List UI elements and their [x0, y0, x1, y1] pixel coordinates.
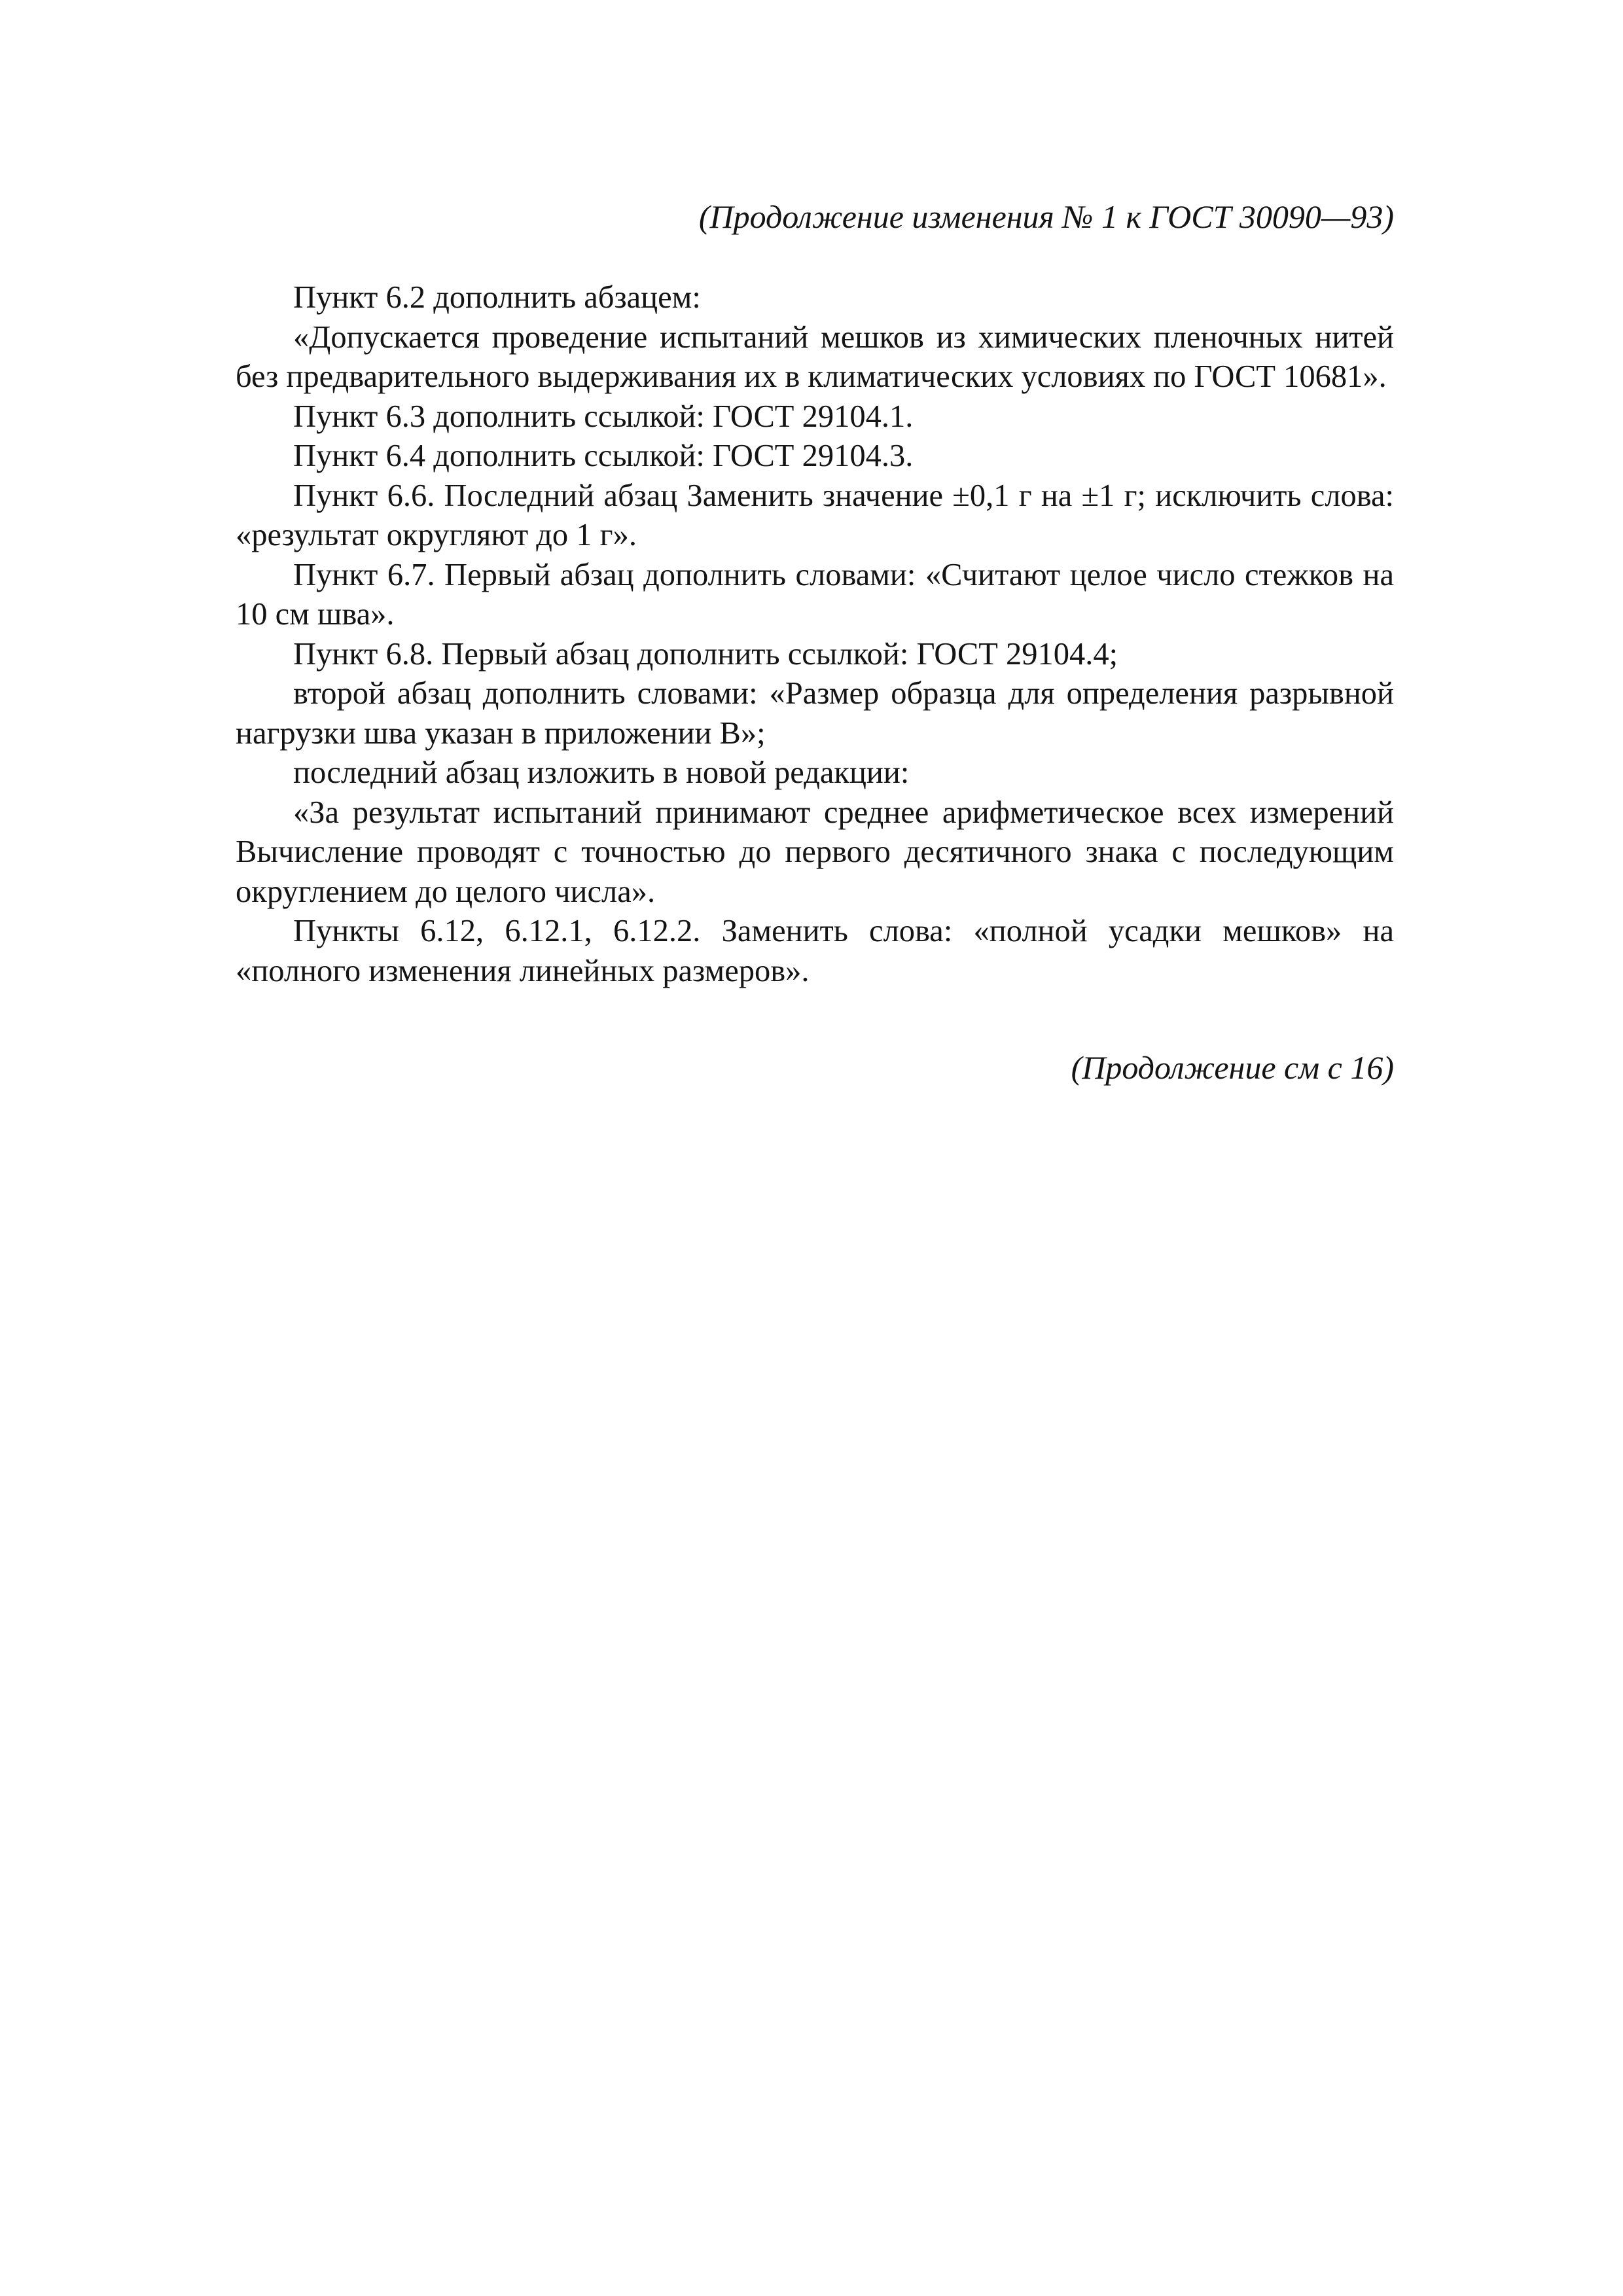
continuation-footer: (Продолжение см с 16)	[1071, 1049, 1394, 1086]
paragraph-6-4: Пункт 6.4 дополнить ссылкой: ГОСТ 29104.3.	[293, 439, 914, 473]
paragraph-6-2: Пункт 6.2 дополнить абзацем:	[293, 280, 701, 315]
paragraph-6-12: Пункты 6.12, 6.12.1, 6.12.2. Заменить слова: «полной усадки мешков» на «полного изменения линейных размеров».	[236, 914, 1394, 988]
paragraph-6-8-second: второй абзац дополнить словами: «Размер образца для определения разрывной нагрузки шва указан в приложении В»;	[236, 676, 1394, 751]
paragraph-6-7: Пункт 6.7. Первый абзац дополнить словами: «Считают целое число стежков на 10 см шва».	[236, 557, 1394, 632]
document-body	[236, 278, 1394, 991]
paragraph-6-6: Пункт 6.6. Последний абзац Заменить значение ±0,1 г на ±1 г; исключить слова: «результат округляют до 1 г».	[236, 478, 1394, 552]
continuation-header: (Продолжение изменения № 1 к ГОСТ 30090—93)	[698, 198, 1394, 235]
paragraph-6-8-new-text: «За результат испытаний принимают среднее арифметическое всех измерений Вычисление проводят с точностью до первого десятичного знака с последующим округлением до целого числа».	[236, 795, 1394, 909]
paragraph-6-8-last: последний абзац изложить в новой редакции:	[293, 755, 910, 790]
paragraph-6-3: Пункт 6.3 дополнить ссылкой: ГОСТ 29104.1.	[293, 399, 914, 434]
paragraph-6-2-insert: «Допускается проведение испытаний мешков из химических пленочных нитей без предварительного выдерживания их в климатических условиях по ГОСТ 10681».	[236, 319, 1394, 394]
paragraph-6-8: Пункт 6.8. Первый абзац дополнить ссылкой: ГОСТ 29104.4;	[293, 636, 1118, 672]
